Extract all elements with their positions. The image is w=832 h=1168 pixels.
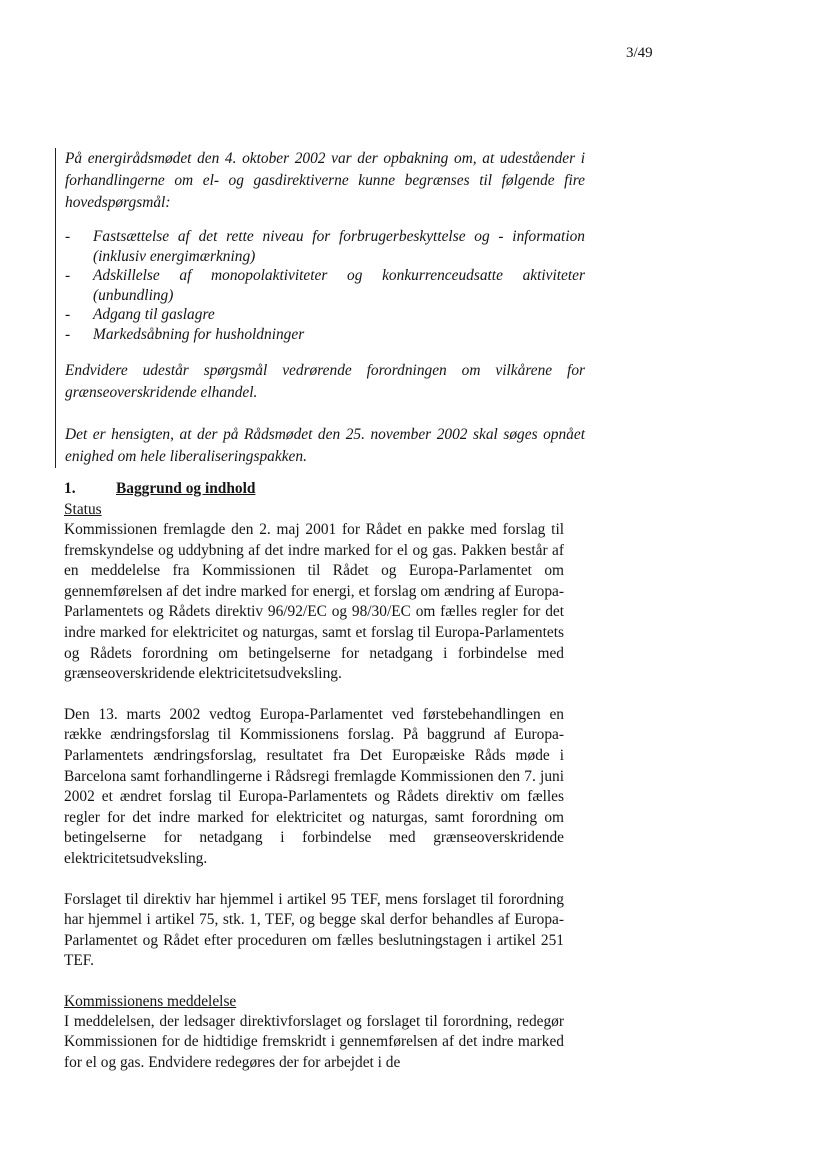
list-item: - Adskillelse af monopolaktiviteter og konkurrenceudsatte aktiviteter (unbundling): [65, 266, 585, 305]
section-heading: [64, 478, 564, 500]
summary-goal: Det er hensigten, at der på Rådsmødet den 25. november 2002 skal søges opnået enighed om hele liberaliseringspakken.: [65, 426, 585, 465]
summary-outstanding: Endvidere udestår spørgsmål vedrørende forordningen om vilkårene for grænseoverskridende elhandel.: [65, 362, 585, 401]
list-item: - Fastsættelse af det rette niveau for forbrugerbeskyttelse og - information (inklusiv energimærkning): [65, 227, 585, 266]
issues-list: [65, 227, 585, 344]
section-number: 1.: [64, 480, 76, 497]
list-item: - Markedsåbning for husholdninger: [65, 325, 585, 345]
document-body: [64, 478, 564, 1074]
paragraph: Den 13. marts 2002 vedtog Europa-Parlamentet ved førstebehandlingen en række ændringsforslag til Kommissionens forslag. På baggrund af Europa-Parlamentets ændringsforslag, resultatet fra Det Europæiske Råds møde i Barcelona samt forhandlingerne i Rådsregi fremlagde Kommissionen den 7. juni 2002 et ændret forslag til Europa-Parlamentets og Rådets direktiv om fælles regler for det indre marked for elektricitet og naturgas, samt forordning om betingelserne for netadgang i forbindelse med grænseoverskridende elektricitetsudveksling.: [64, 705, 564, 867]
summary-box: [55, 148, 585, 468]
page-number: 3/49: [626, 45, 653, 61]
paragraph: Kommissionen fremlagde den 2. maj 2001 for Rådet en pakke med forslag til fremskyndelse og uddybning af det indre marked for el og gas. Pakken består af en meddelelse fra Kommissionen til Rådet og Europa-Parlamentet om gennemførelsen af det indre marked for energi, et forslag om ændring af Europa-Parlamentets og Rådets direktiv 96/92/EC og 98/30/EC om fælles regler for det indre marked for elektricitet og naturgas, samt et forslag til Europa-Parlamentets og Rådets forordning om betingelserne for netadgang i forbindelse med grænseoverskridende elektricitetsudveksling.: [64, 521, 564, 683]
list-item: - Adgang til gaslagre: [65, 305, 585, 325]
communication-heading: Kommissionens meddelelse: [64, 992, 237, 1010]
summary-intro: På energirådsmødet den 4. oktober 2002 var der opbakning om, at udeståender i forhandlingerne om el- og gasdirektiverne kunne begrænses til følgende fire hovedspørgsmål:: [65, 150, 585, 211]
paragraph: Forslaget til direktiv har hjemmel i artikel 95 TEF, mens forslaget til forordning har hjemmel i artikel 75, stk. 1, TEF, og begge skal derfor behandles af Europa-Parlamentet og Rådet efter proceduren om fælles beslutningstagen i artikel 251 TEF.: [64, 890, 564, 970]
status-heading: Status: [64, 501, 102, 518]
section-title: Baggrund og indhold: [116, 480, 256, 497]
paragraph: I meddelelsen, der ledsager direktivforslaget og forslaget til forordning, redegør Kommissionen for de hidtidige fremskridt i gennemførelsen af det indre marked for el og gas. Endvidere redegøres der for arbejdet i de: [64, 1012, 564, 1072]
